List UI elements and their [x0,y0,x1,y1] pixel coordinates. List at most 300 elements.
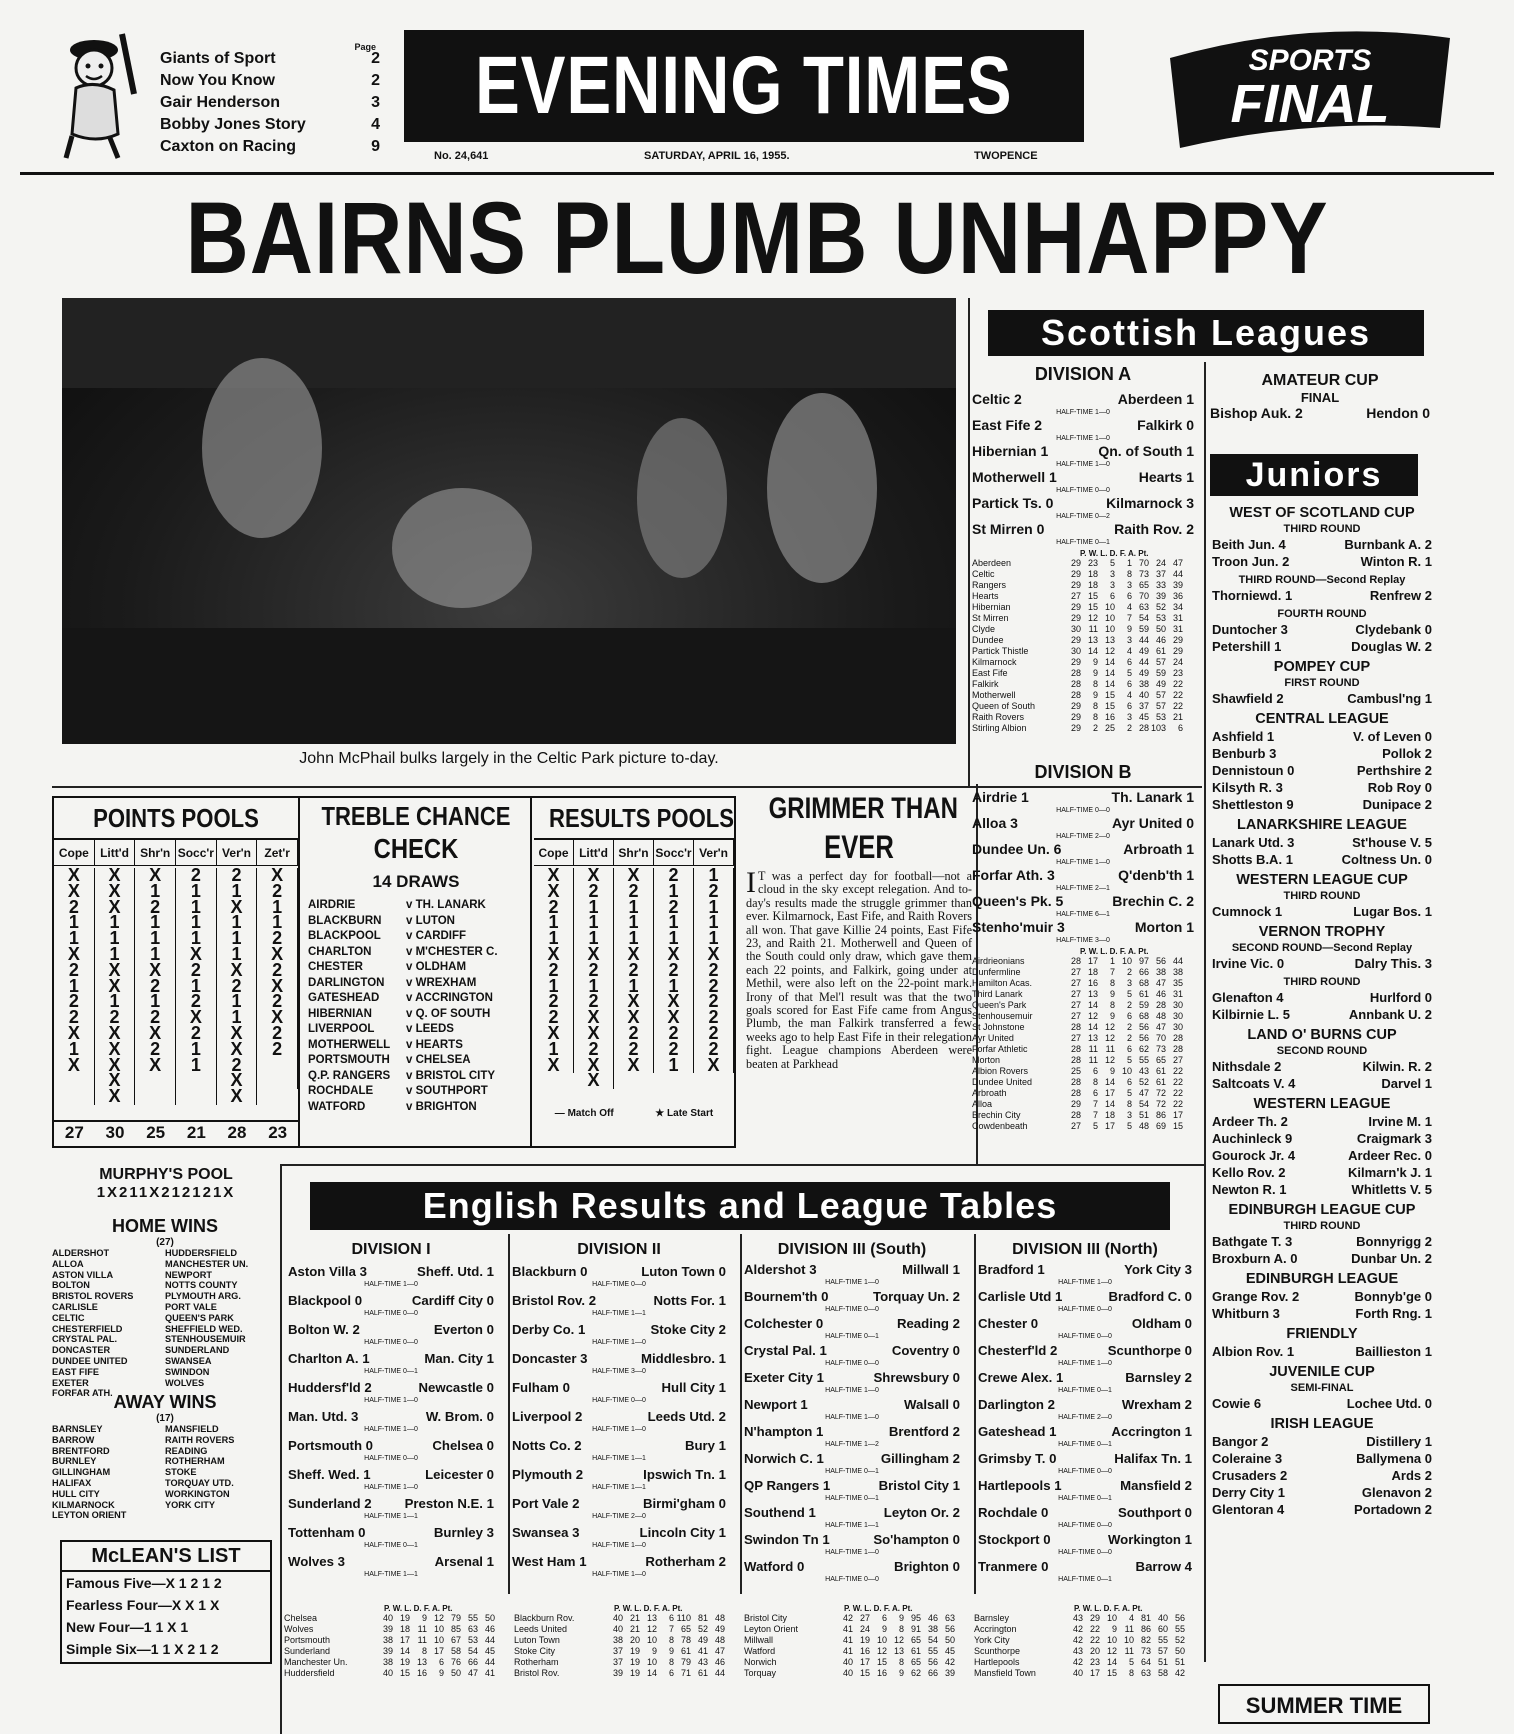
pool-cell: X [149,865,162,885]
pool-cell: 1 [548,975,559,996]
pool-cell: 1 [272,896,283,917]
table-row: Luton Town 38 20 10 8 78 49 48 [514,1635,725,1645]
match-row: Benburb 3 Pollok 2 [1212,746,1432,761]
drop-cap: I [746,866,756,899]
match-row: Lanark Utd. 3 St'house V. 5 [1212,835,1432,850]
treble-fixture: ROCHDALE v SOUTHPORT [308,1085,488,1097]
pool-cell: 2 [588,959,599,980]
pool-cell: X [108,1022,121,1043]
home-score: 0 [1045,495,1054,511]
pool-cell: 2 [708,1038,719,1059]
home-team: Dundee Un. [972,841,1050,857]
home-score: 0 [1036,521,1045,537]
table-row: Forfar Athletic 28 11 11 6 62 73 28 [972,1044,1183,1054]
pool-cell: 1 [668,1054,679,1075]
table-row: Mansfield Town 40 17 15 8 63 58 42 [974,1668,1185,1678]
table-row: Hartlepools 42 23 14 5 64 51 51 [974,1657,1185,1667]
pool-cell: 2 [150,975,161,996]
pool-cell: X [67,865,80,885]
pool-total: 23 [268,1123,288,1142]
junior-round: SECOND ROUND—Second Replay [1231,942,1413,954]
division-a-results [972,391,1194,547]
match-row: Watford 0 Brighton 0 [744,1559,960,1574]
pool-cell: X [230,1022,243,1043]
pool-cell [176,1089,216,1105]
pool-column [217,865,258,1107]
table-row: Chelsea 40 19 9 12 79 55 50 [284,1613,495,1623]
match-row [972,815,1194,832]
pool-cell: X [547,880,560,901]
pool-cell: 1 [68,1038,79,1059]
match-row: Bolton W. 2 Everton 0 [288,1322,494,1337]
match-row: Glentoran 4 Portadown 2 [1212,1502,1432,1517]
pool-cell: X [108,1070,121,1091]
contents-item[interactable]: Gair Henderson 3 [160,94,380,111]
away-team: Qn. of South [1098,443,1183,459]
treble-fixtures [302,898,530,1115]
home-score: 3 [1010,815,1018,831]
pools-box [52,796,736,1148]
match-row: Swansea 3 Lincoln City 1 [512,1525,726,1540]
pool-cell: X [271,975,284,996]
table-row: Aberdeen 29 23 5 1 70 24 47 [972,558,1183,568]
match-row: Bathgate T. 3 Bonnyrigg 2 [1212,1234,1432,1249]
table-row: Dunfermline 27 18 7 2 66 38 38 [972,967,1183,977]
half-time-score: HALF-TIME 1—0 [1058,1360,1112,1367]
pool-cell: X [667,1007,680,1028]
match-row: Troon Jun. 2 Winton R. 1 [1212,554,1432,569]
match-row: QP Rangers 1 Bristol City 1 [744,1478,960,1493]
pool-cell: 1 [231,991,242,1012]
division-a-table-header: P. W. L. D. F. A. Pt. [1080,549,1149,558]
half-time-score: HALF-TIME 1—0 [1056,461,1110,468]
pool-cell: 1 [708,896,719,917]
junior-section [1212,1363,1432,1412]
pool-cell: 1 [150,928,161,949]
table-row: Scunthorpe 43 20 12 11 73 57 50 [974,1646,1185,1656]
pool-cell: 1 [628,912,639,933]
scottish-leagues-banner: Scottish Leagues [988,310,1424,356]
pool-cell: 1 [150,991,161,1012]
half-time-score: HALF-TIME 3—0 [1056,937,1110,944]
pool-cell: 1 [231,912,242,933]
half-time-score: HALF-TIME 1—0 [825,1549,879,1556]
table-row: Sunderland 39 14 8 17 58 54 45 [284,1646,495,1656]
contents-page-header: Page [354,42,376,52]
pool-cell [54,1073,94,1089]
pool-cell: 2 [150,1007,161,1028]
pool-cell: 1 [68,912,79,933]
home-team: Alloa [972,815,1007,831]
win-row: BURNLEY ROTHERHAM [52,1456,225,1467]
pool-cell [176,1073,216,1089]
pool-column [257,865,298,1089]
match-row: Auchinleck 9 Craigmark 3 [1212,1131,1432,1146]
pool-cell: X [67,943,80,964]
pool-cell: 2 [548,991,559,1012]
junior-section [1212,1325,1432,1360]
pool-cell: X [587,1007,600,1028]
pool-cell: 1 [109,912,120,933]
pool-cell: 2 [272,928,283,949]
pool-cell: 1 [548,1038,559,1059]
pool-total: 28 [227,1123,247,1142]
article-headline-1: GRIMMER THAN [768,792,958,825]
pool-cell: 1 [68,975,79,996]
pool-cell: X [108,880,121,901]
table-row: Hamilton Acas. 27 16 8 3 68 47 35 [972,978,1183,988]
win-row: DUNDEE UNITED SWANSEA [52,1355,212,1366]
pool-cell [257,1073,297,1089]
junior-section-title: POMPEY CUP [1273,659,1371,675]
points-pools-title: POINTS POOLS [93,803,259,833]
match-row: Swindon Tn 1 So'hampton 0 [744,1532,960,1547]
murphys-pool-title: MURPHY'S POOL [99,1166,233,1183]
pool-cell: 1 [190,975,201,996]
division-b-section [972,762,1194,1132]
match-row: Derby Co. 1 Stoke City 2 [512,1322,726,1337]
home-score: 6 [1053,841,1062,857]
match-row: Doncaster 3 Middlesbro. 1 [512,1351,726,1366]
match-row: Bournem'th 0 Torquay Un. 2 [744,1289,960,1304]
junior-round: THIRD ROUND [1283,890,1361,902]
half-time-score: HALF-TIME 0—1 [825,1468,879,1475]
pool-cell: X [627,1054,640,1075]
pool-cell: 2 [150,1038,161,1059]
half-time-score: HALF-TIME 3—0 [592,1368,646,1375]
pool-cell: X [189,1007,202,1028]
pool-cell: 2 [150,896,161,917]
mcleans-line: Fearless Four—X X 1 X [66,1597,220,1613]
away-score: 1 [1186,919,1194,935]
match-row: Crystal Pal. 1 Coventry 0 [744,1343,960,1358]
mcleans-line: Simple Six—1 1 X 2 1 2 [66,1641,219,1657]
pool-total: 30 [105,1123,125,1142]
pool-cell: X [230,1086,243,1107]
away-team: Falkirk [1137,417,1183,433]
match-row: Broxburn A. 0 Dunbar Un. 2 [1212,1251,1432,1266]
pool-column [694,865,734,1075]
half-time-score: HALF-TIME 0—1 [1058,1387,1112,1394]
pool-cell: 2 [548,959,559,980]
pool-cell: 2 [272,1022,283,1043]
table-row: Huddersfield 40 15 16 9 50 47 41 [284,1668,495,1678]
contents-item[interactable]: Bobby Jones Story 4 [160,116,380,133]
article-body: I T was a perfect day for football—not a cloud in the sky except relegation. And to-day's results made the struggle grimmer than ever. Kilmarnock, East Fife, and Raith Rovers all won. That gave Killie 24 points, East Fife 23, and Raith 21. Motherwell and Queen of the South could only draw, which gave them each 22 points, and Falkirk, going under at Methil, were also left on the 22-point mark. Irony of that Mel'l result was that the two goals scored for East Fife came from Angus Plumb, the man Falkirk transferred a few weeks ago to help East Fife in their relegation fight. League champions Aberdeen were beaten at Parkhead [746,866,972,1071]
match-row [972,919,1194,936]
home-score: 3 [1046,867,1055,883]
junior-section [1212,504,1432,570]
pool-cell: X [67,1054,80,1075]
summer-time-box: SUMMER TIME [1218,1684,1430,1724]
table-row: Portsmouth 38 17 11 10 67 53 44 [284,1635,495,1645]
treble-fixture: LIVERPOOL v LEEDS [308,1023,454,1035]
away-team: Aberdeen [1117,391,1183,407]
half-time-score: HALF-TIME 2—0 [592,1513,646,1520]
newspaper-title: EVENING TIMES [404,30,1084,142]
pool-cell: X [271,943,284,964]
away-team: Hearts [1138,469,1183,485]
pool-cell: X [667,943,680,964]
points-pools [54,798,300,1146]
treble-fixture: GATESHEAD v ACCRINGTON [308,992,493,1004]
pool-cell: X [230,896,243,917]
section-rule [280,1164,1206,1166]
pool-column-header: Socc'r [654,840,694,866]
match-row: Darlington 2 Wrexham 2 [978,1397,1192,1412]
junior-round: FIRST ROUND [1284,677,1360,689]
home-score: 1 [1049,469,1057,485]
pool-cell: 2 [68,1007,79,1028]
win-row: BRENTFORD READING [52,1445,208,1456]
half-time-score: HALF-TIME 1—0 [825,1279,879,1286]
table-row: Blackburn Rov. 40 21 13 6 110 81 48 [514,1613,725,1623]
pool-total: 25 [146,1123,166,1142]
junior-section-title: EDINBURGH LEAGUE [1245,1271,1399,1287]
table-row: Celtic 29 18 3 8 73 37 44 [972,569,1183,579]
junior-section [1212,1270,1432,1322]
pool-cell: 1 [588,928,599,949]
juniors-banner: Juniors [1210,454,1418,496]
half-time-score: HALF-TIME 0—0 [364,1339,418,1346]
pool-cell: 1 [190,880,201,901]
junior-section [1212,607,1432,655]
pool-cell: 2 [628,1038,639,1059]
pool-column [574,865,614,1091]
junior-section-title: WESTERN LEAGUE [1253,1096,1391,1112]
half-time-score: HALF-TIME 0—0 [364,1310,418,1317]
home-wins-count: (27) [156,1237,174,1248]
junior-section [1212,1026,1432,1092]
pool-cell: 1 [668,912,679,933]
treble-fixture: CHARLTON v M'CHESTER C. [308,945,498,958]
match-row: Aston Villa 3 Sheff. Utd. 1 [288,1264,494,1279]
match-row: West Ham 1 Rotherham 2 [512,1554,726,1569]
junior-section-title: CENTRAL LEAGUE [1255,711,1389,727]
pool-cell: X [108,896,121,917]
division-a-title: DIVISION A [1034,364,1132,384]
pool-cell: 2 [628,1022,639,1043]
pool-cell: 1 [708,912,719,933]
half-time-score: HALF-TIME 1—1 [592,1455,646,1462]
issue-date: SATURDAY, APRIL 16, 1955. [644,150,790,162]
junior-section-title: WESTERN LEAGUE CUP [1236,872,1408,888]
treble-fixture: Q.P. RANGERS v BRISTOL CITY [308,1069,496,1082]
pool-column [95,865,136,1107]
table-row: Stoke City 37 19 9 9 61 41 47 [514,1646,725,1656]
pool-column-header: Ver'n [217,840,258,866]
home-team: Queen's Pk. [972,893,1052,909]
match-row: Grimsby T. 0 Halifax Tn. 1 [978,1451,1192,1466]
match-row: Hartlepools 1 Mansfield 2 [978,1478,1192,1493]
english-division-title: DIVISION II [577,1241,661,1258]
contents-item[interactable]: Giants of Sport 2 [160,50,380,67]
half-time-score: HALF-TIME 2—0 [1058,1414,1112,1421]
home-team: St Mirren [972,521,1033,537]
half-time-score: HALF-TIME 0—1 [1058,1576,1112,1583]
pool-cell: 2 [68,959,79,980]
match-row: Derry City 1 Glenavon 2 [1212,1485,1432,1500]
win-row: ALDERSHOT HUDDERSFIELD [52,1248,237,1258]
home-wins [52,1216,278,1399]
half-time-score: HALF-TIME 0—0 [825,1576,879,1583]
pool-cell: 1 [190,928,201,949]
table-row: Arbroath 28 6 17 5 47 72 22 [972,1088,1183,1098]
table-row: York City 42 22 10 10 82 55 52 [974,1635,1185,1645]
half-time-score: HALF-TIME 0—0 [1058,1333,1112,1340]
match-row: Bishop Auk. 2 Hendon 0 [1210,405,1430,421]
pool-cell: X [108,1054,121,1075]
pool-cell: 1 [190,1038,201,1059]
match-row: Shotts B.A. 1 Coltness Un. 0 [1212,852,1432,867]
mascot-illustration [52,24,148,162]
win-row: BARNSLEY MANSFIELD [52,1424,219,1434]
half-time-score: HALF-TIME 6—1 [1056,911,1110,918]
pool-cell: 2 [708,959,719,980]
pool-cell: 1 [548,912,559,933]
pool-column [534,865,574,1075]
win-row: EXETER WOLVES [52,1377,205,1388]
pool-cell: X [149,959,162,980]
match-row: Whitburn 3 Forth Rng. 1 [1212,1306,1432,1321]
treble-fixture: MOTHERWELL v HEARTS [308,1038,463,1051]
table-row: Morton 28 11 12 5 55 65 27 [972,1055,1183,1065]
pool-cell: X [149,1054,162,1075]
pool-cell: 2 [588,880,599,901]
pool-cell: X [587,1054,600,1075]
half-time-score: HALF-TIME 1—2 [825,1441,879,1448]
table-row: St Johnstone 28 14 12 2 56 47 30 [972,1022,1183,1032]
division-a-section [972,364,1194,734]
home-team: Partick Ts. [972,495,1042,511]
table-row: Ayr United 27 13 12 2 56 70 28 [972,1033,1183,1043]
pool-cell: 2 [272,1038,283,1059]
away-score: 1 [1186,789,1194,805]
table-row: Dundee United 28 8 14 6 52 61 22 [972,1077,1183,1087]
english-league-table [744,1604,970,1679]
half-time-score: HALF-TIME 1—0 [364,1484,418,1491]
match-row [972,521,1194,538]
pool-cell: 1 [150,880,161,901]
half-time-score: HALF-TIME 1—1 [364,1513,418,1520]
junior-section [1212,871,1432,920]
home-score: 1 [1021,789,1029,805]
pool-cell: X [627,1007,640,1028]
treble-fixture: PORTSMOUTH v CHELSEA [308,1054,471,1066]
match-row: Chester 0 Oldham 0 [978,1316,1192,1331]
pool-cell: 2 [231,975,242,996]
pool-cell: 2 [190,959,201,980]
pool-cell: 1 [588,912,599,933]
english-divisions [284,1240,1206,1600]
points-pools-totals [54,1120,298,1144]
english-league-table [284,1604,510,1679]
table-row: Queen of South 29 8 15 6 37 57 22 [972,701,1183,711]
pool-column [654,865,694,1075]
pool-cell: 1 [109,943,120,964]
win-row: HULL CITY WORKINGTON [52,1488,230,1499]
table-row: Third Lanark 27 13 9 5 61 46 31 [972,989,1183,999]
results-pools-legend: — Match Off ★ Late Start [554,1108,714,1119]
pool-column-header: Zet'r [257,840,298,866]
contents-item[interactable]: Caxton on Racing 9 [160,138,380,155]
away-score: 3 [1186,495,1194,511]
treble-fixture: BLACKBURN v LUTON [308,914,455,927]
match-row [972,469,1194,486]
junior-section [1212,923,1432,972]
match-row: Irvine Vic. 0 Dalry This. 3 [1212,956,1432,971]
pool-cell: 1 [548,928,559,949]
table-row: Raith Rovers 29 8 16 3 45 53 21 [972,712,1183,722]
half-time-score: HALF-TIME 0—1 [1056,539,1110,546]
pool-cell: X [67,880,80,901]
half-time-score: HALF-TIME 0—1 [1058,1441,1112,1448]
issue-number: No. 24,641 [434,150,489,162]
half-time-score: HALF-TIME 1—0 [1056,859,1110,866]
contents-item[interactable]: Now You Know 2 [160,72,380,89]
treble-chance-check [302,798,532,1146]
table-row: Hearts 27 15 6 6 70 39 36 [972,591,1183,601]
away-team: Arbroath [1123,841,1183,857]
photo-caption: John McPhail bulks largely in the Celtic Park picture to-day. [299,750,719,767]
away-team: Th. Lanark [1111,789,1183,805]
pool-cell: X [547,943,560,964]
table-row: Brechin City 28 7 18 3 51 86 17 [972,1110,1183,1120]
win-row: HALIFAX TORQUAY UTD. [52,1477,234,1488]
pool-cell: 1 [628,896,639,917]
away-score: 0 [1186,815,1194,831]
table-row: Hibernian 29 15 10 4 63 52 34 [972,602,1183,612]
home-score: 1 [1040,443,1049,459]
treble-fixture: WATFORD v BRIGHTON [308,1100,477,1113]
pool-cell: 2 [628,959,639,980]
half-time-score: HALF-TIME 2—1 [1056,885,1110,892]
half-time-score: HALF-TIME 1—1 [592,1484,646,1491]
win-row: CRYSTAL PAL. STENHOUSEMUIR [52,1334,246,1345]
pool-column-header: Litt'd [95,840,136,866]
away-score: 2 [1186,521,1194,537]
win-row: BRISTOL ROVERS PLYMOUTH ARG. [52,1291,241,1302]
table-header: P. W. L. D. F. A. Pt. [384,1604,453,1613]
table-row: Torquay 40 15 16 9 62 66 39 [744,1668,955,1678]
junior-section [1212,710,1432,813]
pool-cell: 2 [588,991,599,1012]
away-score: 1 [1186,391,1194,407]
pool-cell: 1 [231,943,242,964]
pool-cell: 2 [190,991,201,1012]
half-time-score: HALF-TIME 0—0 [1056,487,1110,494]
table-row: Airdrieonians 28 17 1 10 97 56 44 [972,956,1183,966]
table-row: Dundee 29 13 13 3 44 46 29 [972,635,1183,645]
match-row: Blackpool 0 Cardiff City 0 [288,1293,494,1308]
match-row: Tottenham 0 Burnley 3 [288,1525,494,1540]
home-team: East Fife [972,417,1031,433]
table-row: Manchester Un. 38 19 13 6 76 66 44 [284,1657,495,1667]
results-pools-title: RESULTS POOLS [549,803,735,833]
match-row: Newton R. 1 Whitletts V. 5 [1212,1182,1432,1197]
pool-cell: X [627,865,640,885]
home-wins-title: HOME WINS [112,1216,218,1236]
half-time-score: HALF-TIME 0—2 [1056,513,1110,520]
pool-column-header: Socc'r [176,840,217,866]
junior-round: THIRD ROUND [1283,1220,1361,1232]
pool-cell: 2 [668,1038,679,1059]
match-row: Crewe Alex. 1 Barnsley 2 [978,1370,1192,1385]
table-row: Watford 41 16 12 13 61 55 45 [744,1646,955,1656]
win-row: FORFAR ATH. [52,1388,113,1399]
half-time-score: HALF-TIME 0—1 [364,1542,418,1549]
pool-cell: X [547,865,560,885]
